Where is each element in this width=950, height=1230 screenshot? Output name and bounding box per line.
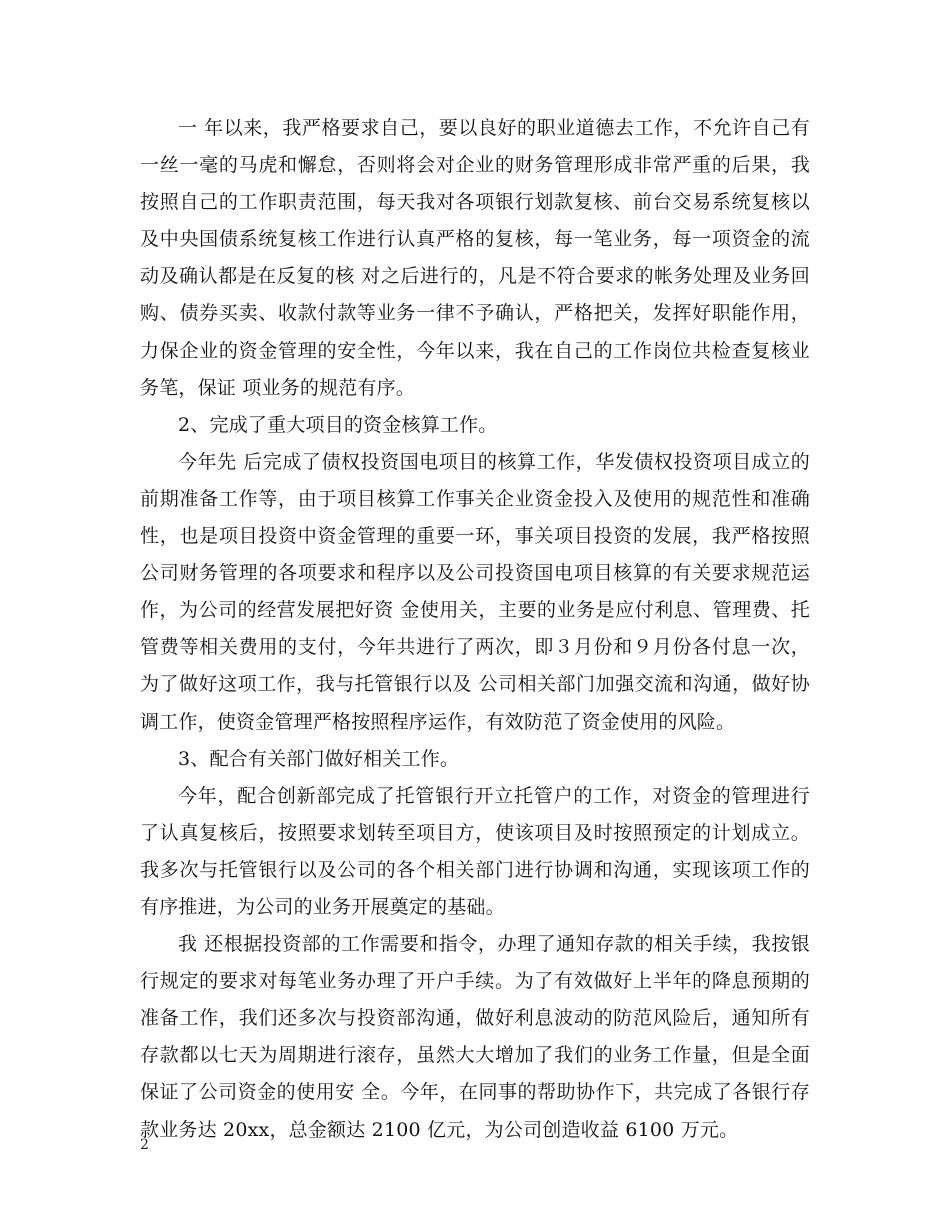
paragraph-notice-deposits: 我 还根据投资部的工作需要和指令，办理了通知存款的相关手续，我按银行规定的要求对每笔业务办理了开户手续。为了有效做好上半年的降息预期的准备工作，我们还多次与投资部沟通，做好利息波动的防范风险后，通知所有存款都以七天为周期进行滚存，虽然大大增加了我们的业务工作量，但是全面保证了公司资金的使用安 全。今年，在同事的帮助协作下，共完成了各银行存款业务达 20xx，总金额达 2100 亿元，为公司创造收益 6100 万元。: [140, 933, 810, 1141]
paragraph-work-attitude: 一 年以来，我严格要求自己，要以良好的职业道德去工作，不允许自己有一丝一毫的马虎和懈怠，否则将会对企业的财务管理形成非常严重的后果，我按照自己的工作职责范围，每天我对各项银行划款复核、前台交易系统复核以及中央国债系统复核工作进行认真严格的复核，每一笔业务，每一项资金的流动及确认都是在反复的核 对之后进行的，凡是不符合要求的帐务处理及业务回购、债券买卖、收款付款等业务一律不予确认，严格把关，发挥好职能作用，力保企业的资金管理的安全性，今年以来，我在自己的工作岗位共检查复核业务笔，保证 项业务的规范有序。: [140, 117, 810, 399]
document-body: [140, 110, 810, 1149]
heading-cooperate-departments: 3、配合有关部门做好相关工作。: [178, 747, 460, 770]
paragraph-project-accounting: 今年先 后完成了债权投资国电项目的核算工作，华发债权投资项目成立的前期准备工作等，由于项目核算工作事关企业资金投入及使用的规范性和准确性，也是项目投资中资金管理的重要一环，事关项目投资的发展，我严格按照公司财务管理的各项要求和程序以及公司投资国电项目核算的有关要求规范运作，为公司的经营发展把好资 金使用关，主要的业务是应付利息、管理费、托管费等相关费用的支付，今年共进行了两次，即３月份和９月份各付息一次，为了做好这项工作，我与托管银行以及 公司相关部门加强交流和沟通，做好协调工作，使资金管理严格按照程序运作，有效防范了资金使用的风险。: [140, 450, 810, 733]
heading-major-project-accounting: 2、完成了重大项目的资金核算工作。: [178, 413, 498, 436]
page-number: 2: [140, 1137, 149, 1153]
paragraph-custody-account: 今年，配合创新部完成了托管银行开立托管户的工作，对资金的管理进行了认真复核后，按照要求划转至项目方，使该项目及时按照预定的计划成立。我多次与托管银行以及公司的各个相关部门进行协调和沟通，实现该项工作的有序推进，为公司的业务开展奠定的基础。: [140, 784, 810, 918]
